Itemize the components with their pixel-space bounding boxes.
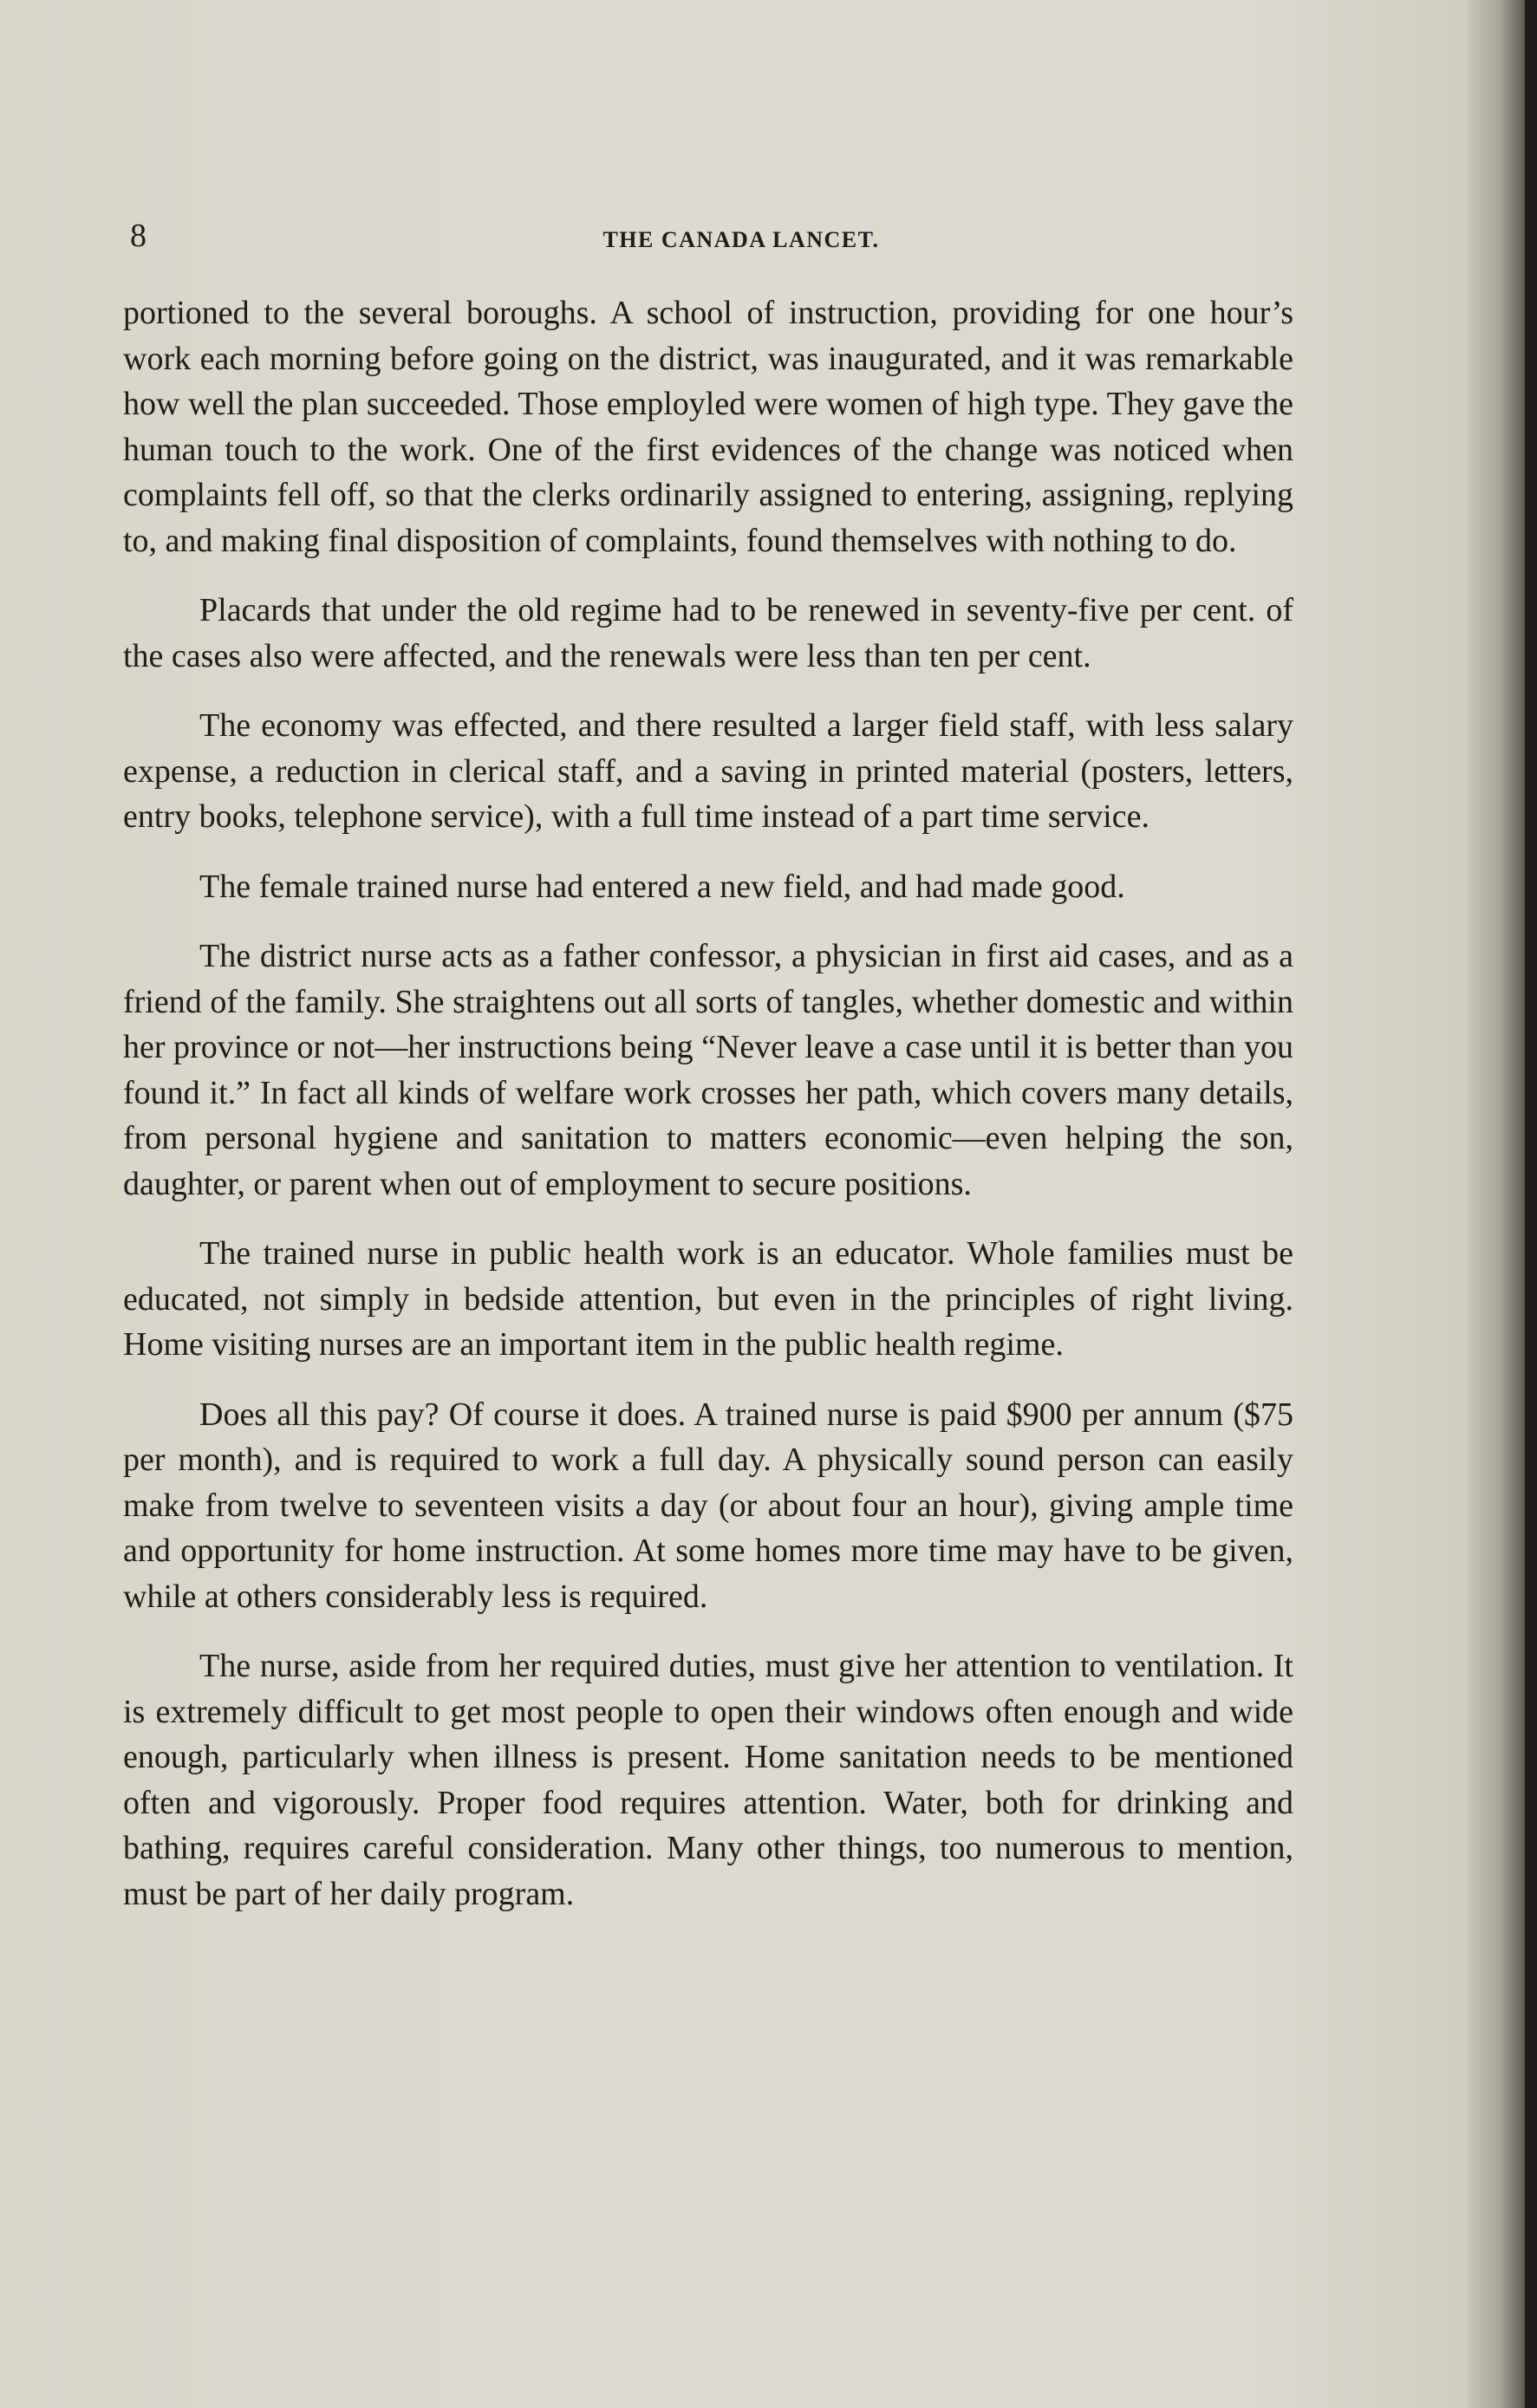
paragraph-educator: The trained nurse in public health work is an educator. Whole families must be educated, not simply in bedside attention, but even in the principles of right living. Home visiting nurses are an important item in the public health regime. [123,1235,1293,1363]
paragraph-economy: The economy was effected, and there resulted a larger field staff, with less salary expense, a reduction in clerical staff, and a saving in printed material (posters, letters, entry books, telephone service), with a full time instead of a part time service. [123,707,1293,835]
page-number: 8 [130,218,147,254]
paragraph-female-nurse: The female trained nurse had entered a new field, and had made good. [199,868,1125,905]
paragraph-does-it-pay: Does all this pay? Of course it does. A trained nurse is paid $900 per annum ($75 per month), and is required to work a full day. A physically sound person can easily make from twelve to seventeen visits a day (or about four an hour), giving ample time and opportunity for home instruction. At some homes more time may have to be given, while at others considerably less is required. [123,1396,1293,1615]
running-head [130,217,1292,260]
book-spine-edge [1525,0,1537,2408]
paragraph-continued: portioned to the several boroughs. A school of instruction, providing for one hour’s work each morning before going on the district, was inaugurated, and it was remarkable how well the plan succeeded. Those employled were women of high type. They gave the human touch to the work. One of the first evidences of the change was noticed when complaints fell off, so that the clerks ordinarily assigned to entering, assigning, replying to, and making final disposition of complaints, found themselves with nothing to do. [123,295,1293,559]
paragraph-ventilation: The nurse, aside from her required duties, must give her attention to ventilation. It is extremely difficult to get most people to open their windows often enough and wide enough, particularly when illness is present. Home sanitation needs to be mentioned often and vigorously. Proper food requires attention. Water, both for drinking and bathing, requires careful consideration. Many other things, too numerous to mention, must be part of her daily program. [123,1648,1293,1912]
paragraph-placards: Placards that under the old regime had to be renewed in seventy-five per cent. of the cases also were affected, and the renewals were less than ten per cent. [123,592,1293,674]
article-body [123,290,1293,1941]
journal-title: THE CANADA LANCET. [602,227,880,252]
paragraph-district-nurse: The district nurse acts as a father confessor, a physician in first aid cases, and as a friend of the family. She straightens out all sorts of tangles, whether domestic and within her province or not—her instructions being “Never leave a case until it is better than you found it.” In fact all kinds of welfare work crosses her path, which covers many details, from personal hygiene and sanitation to matters economic—even helping the son, daughter, or parent when out of employment to secure positions. [123,938,1293,1202]
